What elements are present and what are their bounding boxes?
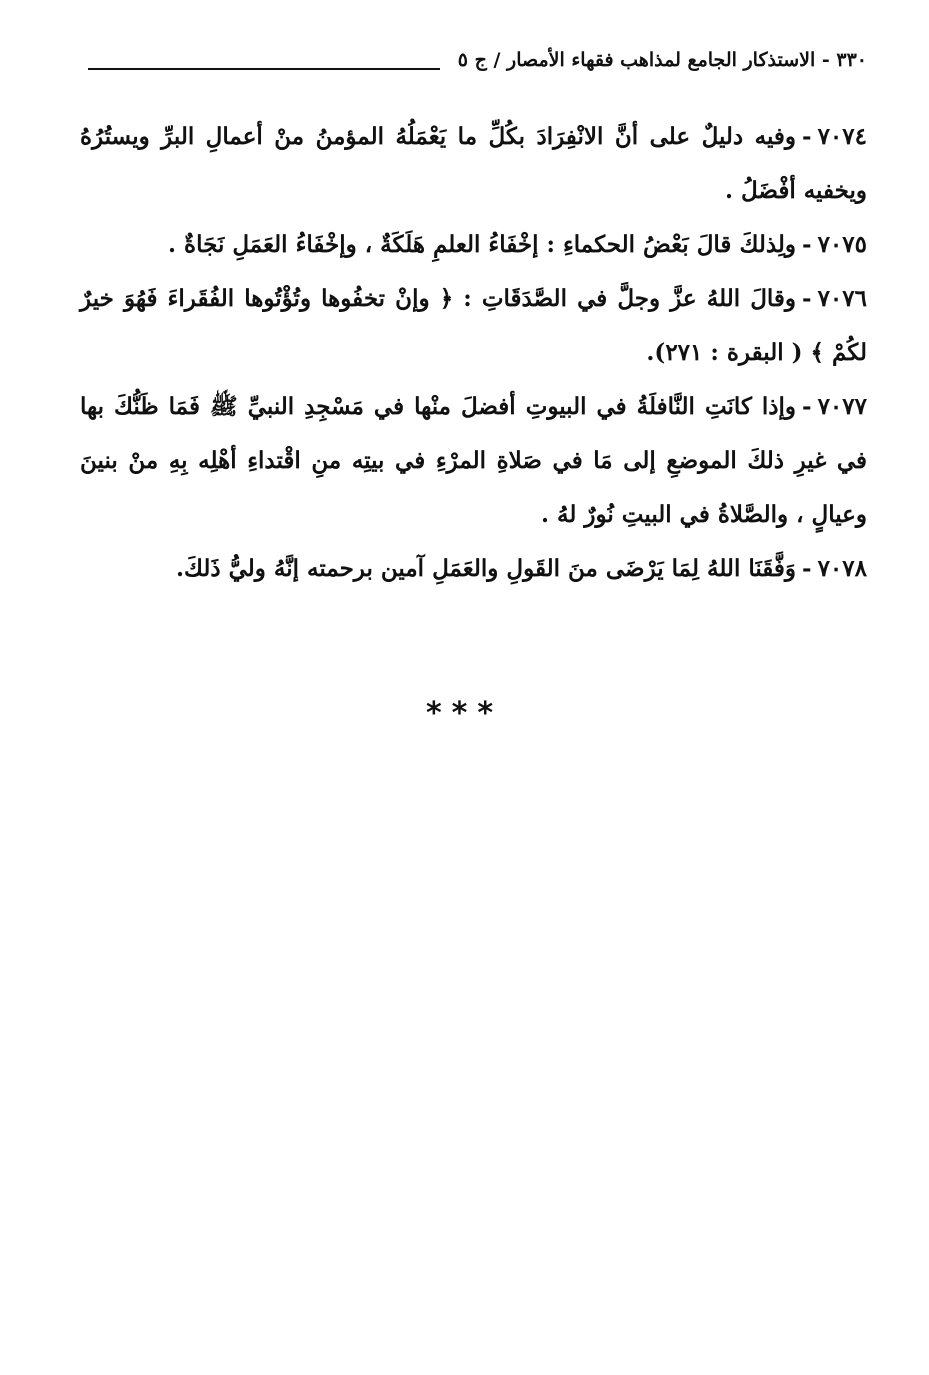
paragraph-number: ٧٠٧٥: [817, 231, 867, 258]
paragraph-7076: [80, 272, 867, 380]
header-rule: [88, 68, 440, 70]
paragraph-text: وقالَ اللهُ عزَّ وجلَّ في الصَّدَقَاتِ : ﴿ وإنْ تخفُوها وتُؤْتُوها الفُقَراءَ فَهُوَ خيرٌ لكُمْ ﴾ ( البقرة : ٢٧١).: [80, 285, 867, 366]
dash-separator: -: [802, 393, 812, 420]
dash-separator: -: [802, 285, 812, 312]
paragraph-number: ٧٠٧٦: [817, 285, 867, 312]
paragraph-7074: [80, 110, 867, 218]
dash-separator: -: [802, 231, 812, 258]
body-text: [80, 110, 867, 596]
paragraph-text: ولِذلكَ قالَ بَعْضُ الحكماءِ : إخْفَاءُ العلمِ هَلَكَةٌ ، وإخْفَاءُ العَمَلِ نَجَاةٌ .: [168, 231, 797, 258]
paragraph-number: ٧٠٧٨: [817, 555, 867, 582]
running-title: ٣٣٠ - الاستذكار الجامع لمذاهب فقهاء الأمصار / ج ٥: [457, 49, 867, 71]
paragraph-number: ٧٠٧٤: [817, 123, 867, 150]
running-header: [88, 44, 867, 84]
paragraph-text: وَفَّقَنَا اللهُ لِمَا يَرْضَى منَ القَولِ والعَمَلِ آمين برحمته إنَّهُ وليُّ ذَلكَ.: [175, 555, 797, 582]
paragraph-7075: [80, 218, 867, 272]
paragraph-text: وإذا كانَتِ النَّافلَةُ في البيوتِ أفضلَ منْها في مَسْجِدِ النبيِّ ﷺ فَمَا ظَنُّكَ بها في غيرِ ذلكَ الموضعِ إلى مَا في صَلاةِ المرْءِ في بيتِه منِ اقْتداءِ أهْلِه بِهِ منْ بنينَ وعيالٍ ، والصَّلاةُ في البيتِ نُورٌ لهُ .: [80, 393, 867, 528]
section-end-ornament: ***: [425, 696, 504, 731]
paragraph-text: وفيه دليلٌ على أنَّ الانْفِرَادَ بكُلِّ ما يَعْمَلُهُ المؤمنُ منْ أعمالِ البرِّ ويستُرُهُ ويخفيه أفْضَلُ .: [80, 123, 867, 204]
dash-separator: -: [802, 123, 812, 150]
dash-separator: -: [802, 555, 812, 582]
paragraph-number: ٧٠٧٧: [817, 393, 867, 420]
paragraph-7077: [80, 380, 867, 542]
paragraph-7078: [80, 542, 867, 596]
